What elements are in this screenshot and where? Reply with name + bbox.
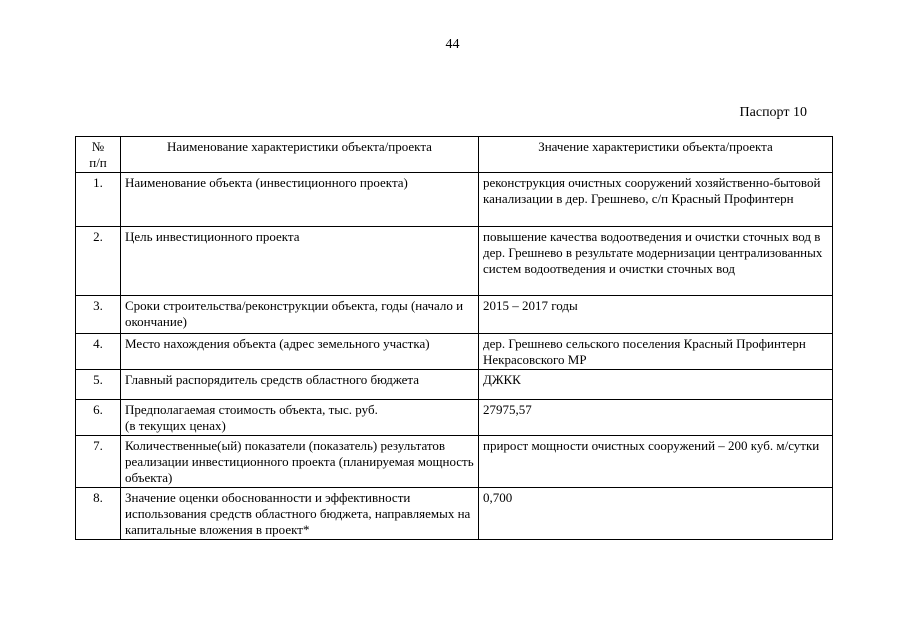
characteristic-value: ДЖКК — [479, 370, 833, 400]
row-number: 6. — [76, 400, 121, 436]
table-row — [76, 173, 833, 227]
column-header-name: Наименование характеристики объекта/проекта — [121, 137, 479, 173]
row-number: 3. — [76, 296, 121, 334]
table-header-row — [76, 137, 833, 173]
page-number: 44 — [445, 37, 460, 52]
characteristic-name: Предполагаемая стоимость объекта, тыс. руб. (в текущих ценах) — [121, 400, 479, 436]
characteristic-value: 27975,57 — [479, 400, 833, 436]
characteristic-name: Наименование объекта (инвестиционного проекта) — [121, 173, 479, 227]
table-row — [76, 400, 833, 436]
characteristic-name: Значение оценки обоснованности и эффективности использования средств областного бюджета, направляемых на капитальные вложения в проект* — [121, 488, 479, 540]
column-header-number-line1: № — [91, 139, 105, 154]
row-number: 1. — [76, 173, 121, 227]
characteristic-name: Сроки строительства/реконструкции объекта, годы (начало и окончание) — [121, 296, 479, 334]
characteristic-value: реконструкция очистных сооружений хозяйственно-бытовой канализации в дер. Грешнево, с/п Красный Профинтерн — [479, 173, 833, 227]
row-number: 8. — [76, 488, 121, 540]
characteristic-value: повышение качества водоотведения и очистки сточных вод в дер. Грешнево в результате модернизации централизованных систем водоотведения и очистки сточных вод — [479, 227, 833, 296]
characteristic-name: Место нахождения объекта (адрес земельного участка) — [121, 334, 479, 370]
characteristic-name: Главный распорядитель средств областного бюджета — [121, 370, 479, 400]
passport-table — [75, 136, 833, 540]
characteristic-name: Количественные(ый) показатели (показатель) результатов реализации инвестиционного проекта (планируемая мощность объекта) — [121, 436, 479, 488]
table-row — [76, 436, 833, 488]
column-header-value: Значение характеристики объекта/проекта — [479, 137, 833, 173]
table-row — [76, 227, 833, 296]
passport-title: Паспорт 10 — [739, 105, 807, 120]
table-row — [76, 370, 833, 400]
characteristic-value: 2015 – 2017 годы — [479, 296, 833, 334]
row-number: 2. — [76, 227, 121, 296]
characteristic-name: Цель инвестиционного проекта — [121, 227, 479, 296]
table-row — [76, 296, 833, 334]
characteristic-value: 0,700 — [479, 488, 833, 540]
row-number: 4. — [76, 334, 121, 370]
row-number: 5. — [76, 370, 121, 400]
row-number: 7. — [76, 436, 121, 488]
characteristic-value: дер. Грешнево сельского поселения Красный Профинтерн Некрасовского МР — [479, 334, 833, 370]
table-row — [76, 334, 833, 370]
column-header-number-line2: п/п — [89, 155, 107, 170]
table-row — [76, 488, 833, 540]
characteristic-value: прирост мощности очистных сооружений – 200 куб. м/сутки — [479, 436, 833, 488]
column-header-number — [76, 137, 121, 173]
